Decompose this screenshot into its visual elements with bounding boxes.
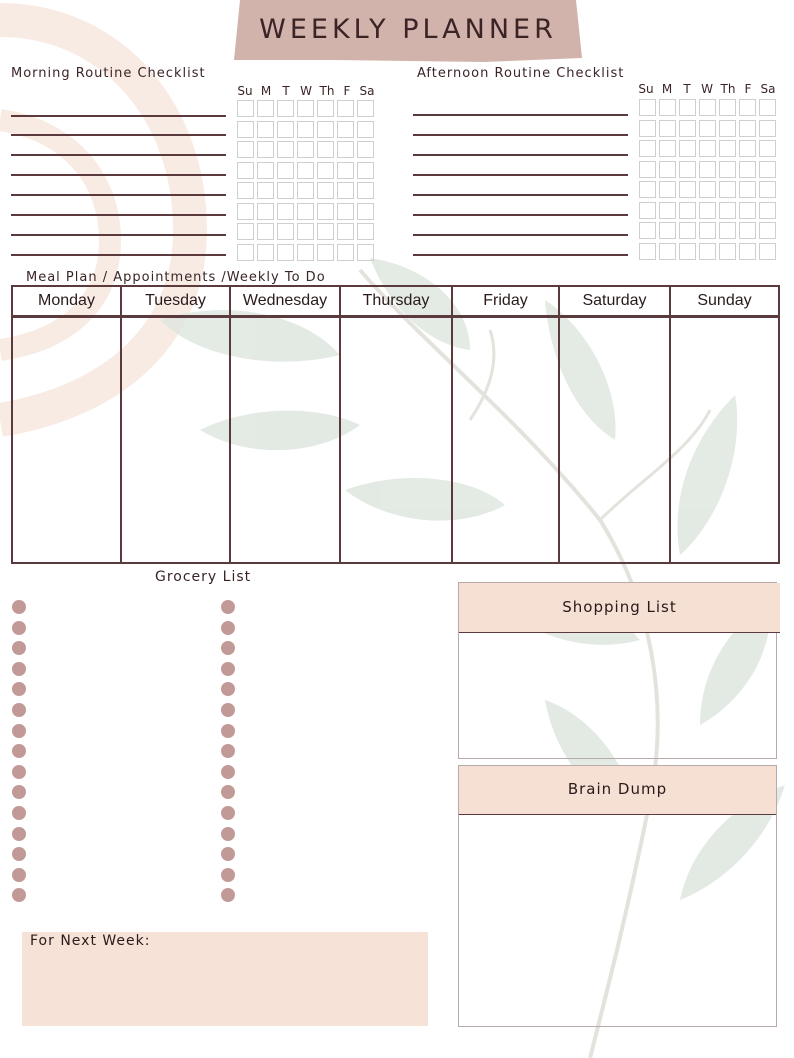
checkbox[interactable] [719,243,736,260]
grocery-bullet [221,765,235,779]
checkbox[interactable] [659,99,676,116]
next-week-label: For Next Week: [30,933,151,949]
checkbox[interactable] [659,243,676,260]
grocery-bullet [12,703,26,717]
afternoon-line[interactable] [413,254,628,256]
checkbox[interactable] [357,182,374,199]
checkbox[interactable] [759,140,776,157]
checkbox[interactable] [759,202,776,219]
checkbox[interactable] [277,141,294,158]
afternoon-routine-label: Afternoon Routine Checklist [417,66,625,81]
checkbox[interactable] [759,181,776,198]
brain-dump-title: Brain Dump [459,766,776,815]
checkbox[interactable] [639,120,656,137]
checkbox[interactable] [759,120,776,137]
grocery-bullet [12,724,26,738]
day-letter: W [701,82,713,96]
checkbox[interactable] [639,202,656,219]
morning-line[interactable] [11,214,226,216]
checkbox[interactable] [659,161,676,178]
checkbox[interactable] [297,162,314,179]
column-divider [558,315,560,562]
checkbox[interactable] [277,121,294,138]
day-header-thursday: Thursday [341,287,453,315]
checkbox[interactable] [297,203,314,220]
checkbox[interactable] [719,161,736,178]
grocery-bullet [12,827,26,841]
morning-line[interactable] [11,134,226,136]
day-letter: Su [638,82,654,96]
checkbox[interactable] [257,223,274,240]
meal-plan-label: Meal Plan / Appointments /Weekly To Do [26,270,326,285]
day-letter: F [744,82,752,96]
checkbox[interactable] [297,141,314,158]
afternoon-line[interactable] [413,194,628,196]
day-letter: F [343,84,351,98]
afternoon-line[interactable] [413,214,628,216]
grocery-bullet [12,868,26,882]
checkbox[interactable] [639,243,656,260]
afternoon-checkbox-grid [639,99,776,260]
next-week-box[interactable] [22,932,428,1026]
checkbox[interactable] [317,100,334,117]
checkbox[interactable] [739,181,756,198]
checkbox[interactable] [337,162,354,179]
checkbox[interactable] [357,244,374,261]
day-header-tuesday: Tuesday [122,287,231,315]
checkbox[interactable] [759,99,776,116]
checkbox[interactable] [257,182,274,199]
checkbox[interactable] [699,99,716,116]
grocery-bullet [12,662,26,676]
checkbox[interactable] [679,140,696,157]
checkbox[interactable] [699,120,716,137]
checkbox[interactable] [257,162,274,179]
grocery-bullet [221,827,235,841]
checkbox[interactable] [659,120,676,137]
checkbox[interactable] [679,161,696,178]
day-letter: Sa [359,84,375,98]
checkbox[interactable] [317,121,334,138]
shopping-list-title: Shopping List [459,583,780,633]
checkbox[interactable] [337,121,354,138]
checkbox[interactable] [297,182,314,199]
morning-checkbox-grid [237,100,374,261]
day-header-sunday: Sunday [697,292,752,309]
checkbox[interactable] [237,203,254,220]
day-letter: M [260,84,272,98]
checkbox[interactable] [739,99,756,116]
grocery-bullet [221,600,235,614]
checkbox[interactable] [719,140,736,157]
checkbox[interactable] [317,223,334,240]
grocery-list-label: Grocery List [155,569,252,585]
day-header-saturday: Saturday [560,287,671,315]
morning-line[interactable] [11,194,226,196]
checkbox[interactable] [699,243,716,260]
morning-routine-label: Morning Routine Checklist [11,66,206,81]
checkbox[interactable] [699,161,716,178]
checkbox[interactable] [337,244,354,261]
day-letter: Su [237,84,253,98]
checkbox[interactable] [719,202,736,219]
day-letter: Th [720,82,736,96]
checkbox[interactable] [317,244,334,261]
checkbox[interactable] [739,202,756,219]
checkbox[interactable] [719,181,736,198]
day-letter: W [300,84,312,98]
afternoon-line[interactable] [413,174,628,176]
grocery-bullet [12,621,26,635]
checkbox[interactable] [237,100,254,117]
checkbox[interactable] [337,182,354,199]
checkbox[interactable] [679,120,696,137]
checkbox[interactable] [277,244,294,261]
checkbox[interactable] [337,203,354,220]
grocery-bullet [221,806,235,820]
day-letter: Th [319,84,335,98]
checkbox[interactable] [699,222,716,239]
grocery-bullet [221,868,235,882]
checkbox[interactable] [257,244,274,261]
checkbox[interactable] [337,100,354,117]
checkbox[interactable] [679,99,696,116]
column-divider [229,315,231,562]
checkbox[interactable] [257,203,274,220]
day-header-wednesday: Wednesday [231,287,341,315]
checkbox[interactable] [337,223,354,240]
checkbox[interactable] [719,99,736,116]
shopping-list-panel[interactable] [458,582,777,759]
afternoon-line[interactable] [413,114,628,116]
checkbox[interactable] [759,161,776,178]
column-divider [339,315,341,562]
checkbox[interactable] [317,162,334,179]
checkbox[interactable] [297,100,314,117]
checkbox[interactable] [739,120,756,137]
checkbox[interactable] [739,243,756,260]
meal-plan-table [11,285,780,564]
checkbox[interactable] [357,162,374,179]
checkbox[interactable] [297,121,314,138]
checkbox[interactable] [277,203,294,220]
checkbox[interactable] [659,181,676,198]
checkbox[interactable] [639,222,656,239]
checkbox[interactable] [237,121,254,138]
grocery-bullet [221,662,235,676]
checkbox[interactable] [659,140,676,157]
morning-line[interactable] [11,174,226,176]
morning-day-letters [234,84,378,98]
checkbox[interactable] [699,181,716,198]
checkbox[interactable] [699,202,716,219]
afternoon-line[interactable] [413,154,628,156]
grocery-bullet [12,806,26,820]
checkbox[interactable] [297,244,314,261]
checkbox[interactable] [237,244,254,261]
checkbox[interactable] [759,243,776,260]
checkbox[interactable] [277,162,294,179]
checkbox[interactable] [659,222,676,239]
checkbox[interactable] [639,99,656,116]
checkbox[interactable] [699,140,716,157]
checkbox[interactable] [739,140,756,157]
checkbox[interactable] [257,100,274,117]
checkbox[interactable] [317,203,334,220]
checkbox[interactable] [739,161,756,178]
morning-line[interactable] [11,234,226,236]
checkbox[interactable] [237,141,254,158]
checkbox[interactable] [357,223,374,240]
afternoon-day-letters [635,82,779,96]
day-letter: T [282,84,290,98]
grocery-bullet [221,621,235,635]
checkbox[interactable] [237,223,254,240]
grocery-bullet [221,724,235,738]
morning-line[interactable] [11,115,226,117]
grocery-bullet [221,703,235,717]
checkbox[interactable] [277,100,294,117]
checkbox[interactable] [639,140,656,157]
checkbox[interactable] [639,181,656,198]
checkbox[interactable] [357,121,374,138]
checkbox[interactable] [679,222,696,239]
checkbox[interactable] [257,121,274,138]
checkbox[interactable] [659,202,676,219]
checkbox[interactable] [639,161,656,178]
checkbox[interactable] [357,203,374,220]
checkbox[interactable] [237,162,254,179]
day-letter: T [683,82,691,96]
checkbox[interactable] [719,222,736,239]
checkbox[interactable] [237,182,254,199]
afternoon-line[interactable] [413,234,628,236]
grocery-bullet [12,765,26,779]
afternoon-line[interactable] [413,134,628,136]
checkbox[interactable] [357,100,374,117]
checkbox[interactable] [357,141,374,158]
checkbox[interactable] [679,202,696,219]
checkbox[interactable] [277,182,294,199]
checkbox[interactable] [297,223,314,240]
checkbox[interactable] [337,141,354,158]
column-divider [451,315,453,562]
checkbox[interactable] [739,222,756,239]
morning-line[interactable] [11,154,226,156]
day-header-monday: Monday [13,287,122,315]
checkbox[interactable] [759,222,776,239]
day-letter: Sa [760,82,776,96]
brain-dump-panel[interactable] [458,765,777,1027]
morning-line[interactable] [11,254,226,256]
day-header-friday: Friday [453,287,560,315]
checkbox[interactable] [257,141,274,158]
checkbox[interactable] [317,182,334,199]
checkbox[interactable] [719,120,736,137]
meal-plan-header [13,287,778,318]
checkbox[interactable] [317,141,334,158]
column-divider [120,315,122,562]
checkbox[interactable] [679,181,696,198]
day-letter: M [661,82,673,96]
column-divider [669,315,671,562]
checkbox[interactable] [679,243,696,260]
page-title: WEEKLY PLANNER [259,14,557,45]
grocery-bullet [12,600,26,614]
checkbox[interactable] [277,223,294,240]
